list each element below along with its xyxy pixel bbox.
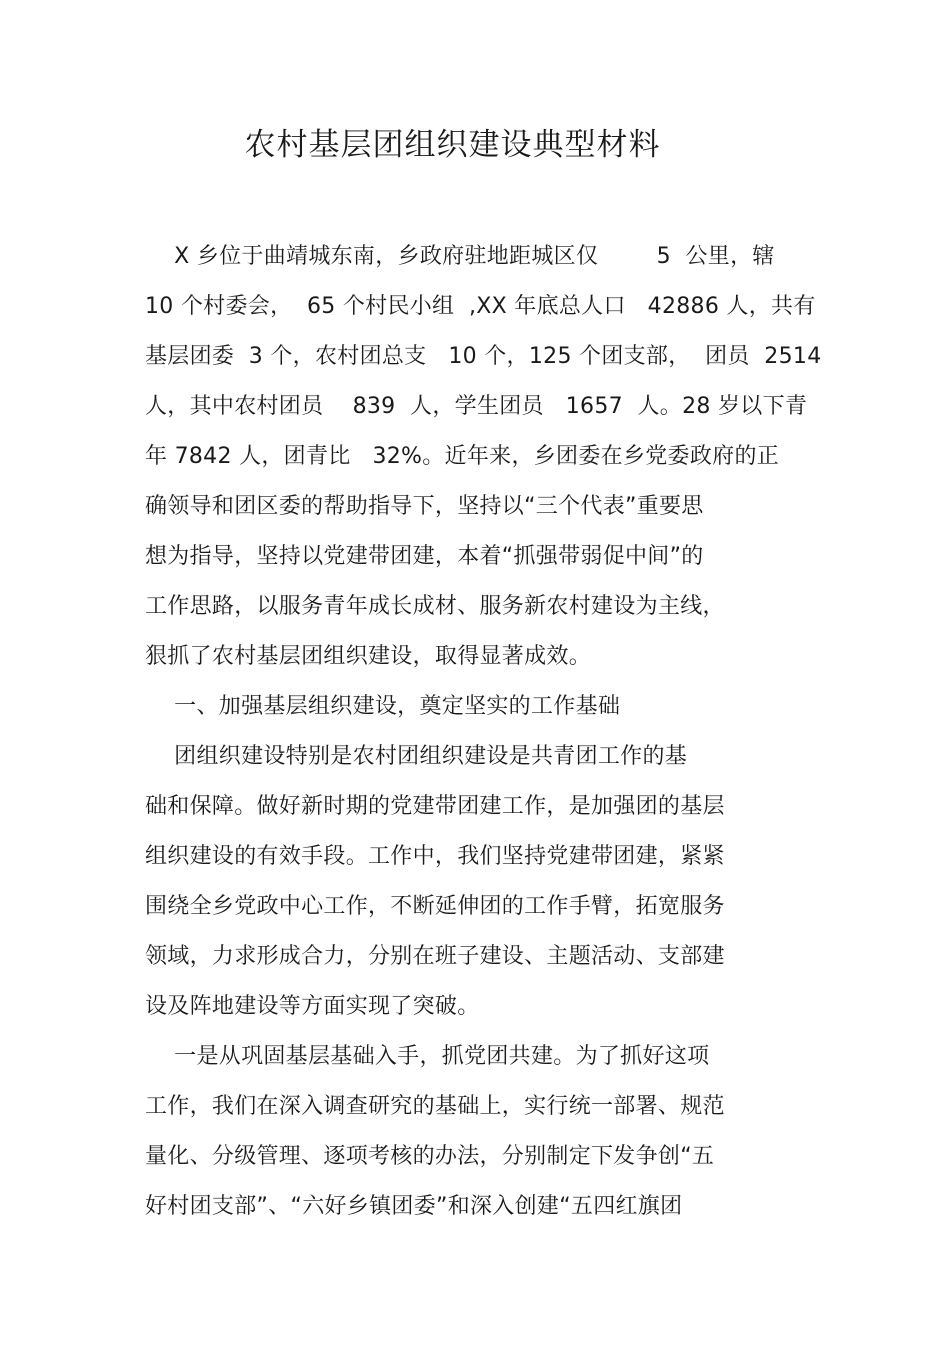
body-line: 狠抓了农村基层团组织建设，取得显著成效。 bbox=[145, 644, 592, 669]
body-line: 确领导和团区委的帮助指导下，坚持以“三个代表”重要思 bbox=[145, 494, 704, 519]
body-line: 领域，力求形成合力，分别在班子建设、主题活动、支部建 bbox=[145, 944, 725, 969]
body-line: 年 7842 人，团青比 32%。近年来，乡团委在乡党委政府的正 bbox=[145, 444, 780, 469]
body-line: 设及阵地建设等方面实现了突破。 bbox=[145, 994, 480, 1019]
body-line: 础和保障。做好新时期的党建带团建工作，是加强团的基层 bbox=[145, 794, 725, 819]
body-line: X 乡位于曲靖城东南，乡政府驻地距城区仅 5 公里，辖 bbox=[145, 244, 775, 269]
body-line: 一是从巩固基层基础入手，抓党团共建。为了抓好这项 bbox=[145, 1044, 710, 1069]
body-line: 10 个村委会， 65 个村民小组 ,XX 年底总人口 42886 人，共有 bbox=[145, 294, 816, 319]
body-line: 团组织建设特别是农村团组织建设是共青团工作的基 bbox=[145, 744, 688, 769]
body-line: 量化、分级管理、逐项考核的办法，分别制定下发争创“五 bbox=[145, 1144, 715, 1169]
body-line: 想为指导，坚持以党建带团建，本着“抓强带弱促中间”的 bbox=[145, 544, 704, 569]
body-line: 人，其中农村团员 839 人，学生团员 1657 人。28 岁以下青 bbox=[145, 394, 808, 419]
body-line: 好村团支部”、“六好乡镇团委”和深入创建“五四红旗团 bbox=[145, 1194, 683, 1219]
section-heading: 一、加强基层组织建设，奠定坚实的工作基础 bbox=[145, 694, 621, 719]
body-line: 基层团委 3 个，农村团总支 10 个，125 个团支部， 团员 2514 bbox=[145, 344, 822, 369]
document-title: 农村基层团组织建设典型材料 bbox=[244, 127, 661, 163]
body-line: 工作思路，以服务青年成长成材、服务新农村建设为主线， bbox=[145, 594, 725, 619]
body-line: 工作，我们在深入调查研究的基础上，实行统一部署、规范 bbox=[145, 1094, 725, 1119]
body-line: 围绕全乡党政中心工作，不断延伸团的工作手臂，拓宽服务 bbox=[145, 894, 725, 919]
body-line: 组织建设的有效手段。工作中，我们坚持党建带团建，紧紧 bbox=[145, 844, 725, 869]
